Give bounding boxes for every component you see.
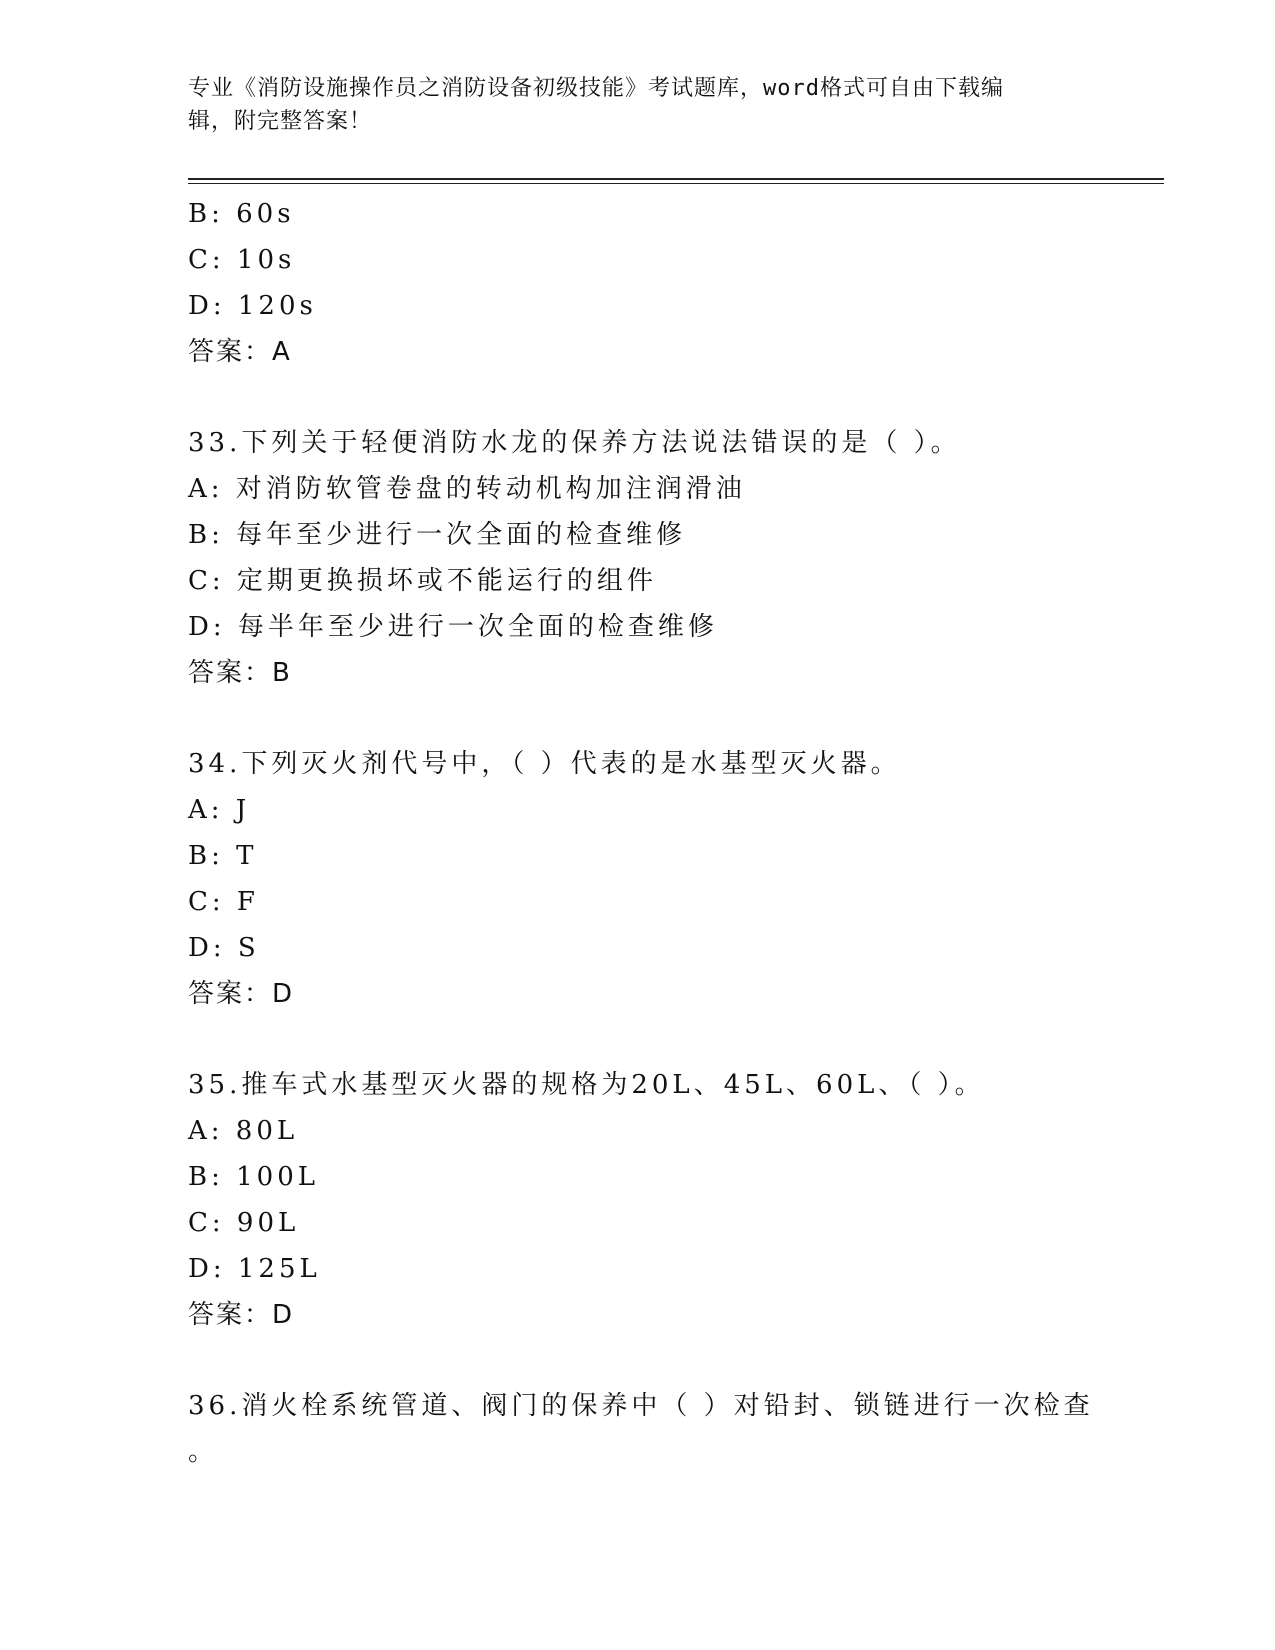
question-32-tail — [188, 191, 1168, 375]
question-stem-continuation: 。 — [188, 1437, 219, 1467]
option-b: B: 100L — [188, 1162, 320, 1192]
question-stem: 36.消火栓系统管道、阀门的保养中（ ）对铅封、锁链进行一次检查 — [188, 1391, 1094, 1421]
header-rule-thick — [188, 178, 1164, 180]
option-b: B: 60s — [188, 199, 295, 229]
answer-label: 答案：B — [188, 658, 292, 688]
option-d: D: 120s — [188, 291, 317, 321]
question-stem: 35.推车式水基型灭火器的规格为20L、45L、60L、（ ）。 — [188, 1070, 985, 1100]
question-34 — [188, 741, 1168, 1017]
header-line-2: 辑，附完整答案！ — [188, 109, 373, 134]
question-list — [188, 191, 1168, 1475]
answer-label: 答案：D — [188, 979, 295, 1009]
answer-label: 答案：D — [188, 1300, 295, 1330]
option-a: A: J — [188, 795, 251, 825]
question-stem: 34.下列灭火剂代号中，（ ）代表的是水基型灭火器。 — [188, 749, 901, 779]
option-c: C: 定期更换损坏或不能运行的组件 — [188, 566, 657, 596]
option-a: A: 对消防软管卷盘的转动机构加注润滑油 — [188, 474, 746, 504]
option-b: B: T — [188, 841, 258, 871]
option-d: D: S — [188, 933, 260, 963]
option-d: D: 每半年至少进行一次全面的检查维修 — [188, 612, 718, 642]
question-stem: 33.下列关于轻便消防水龙的保养方法说法错误的是（ ）。 — [188, 428, 961, 458]
option-c: C: 10s — [188, 245, 296, 275]
question-36 — [188, 1383, 1168, 1475]
option-c: C: 90L — [188, 1208, 300, 1238]
option-d: D: 125L — [188, 1254, 321, 1284]
header-line-1: 专业《消防设施操作员之消防设备初级技能》考试题库，word格式可自由下载编 — [188, 76, 1004, 101]
document-header — [188, 72, 1068, 138]
question-33 — [188, 420, 1168, 696]
option-b: B: 每年至少进行一次全面的检查维修 — [188, 520, 687, 550]
answer-label: 答案：A — [188, 337, 292, 367]
question-35 — [188, 1062, 1168, 1338]
option-c: C: F — [188, 887, 259, 917]
option-a: A: 80L — [188, 1116, 299, 1146]
header-rule-thin — [188, 183, 1164, 184]
